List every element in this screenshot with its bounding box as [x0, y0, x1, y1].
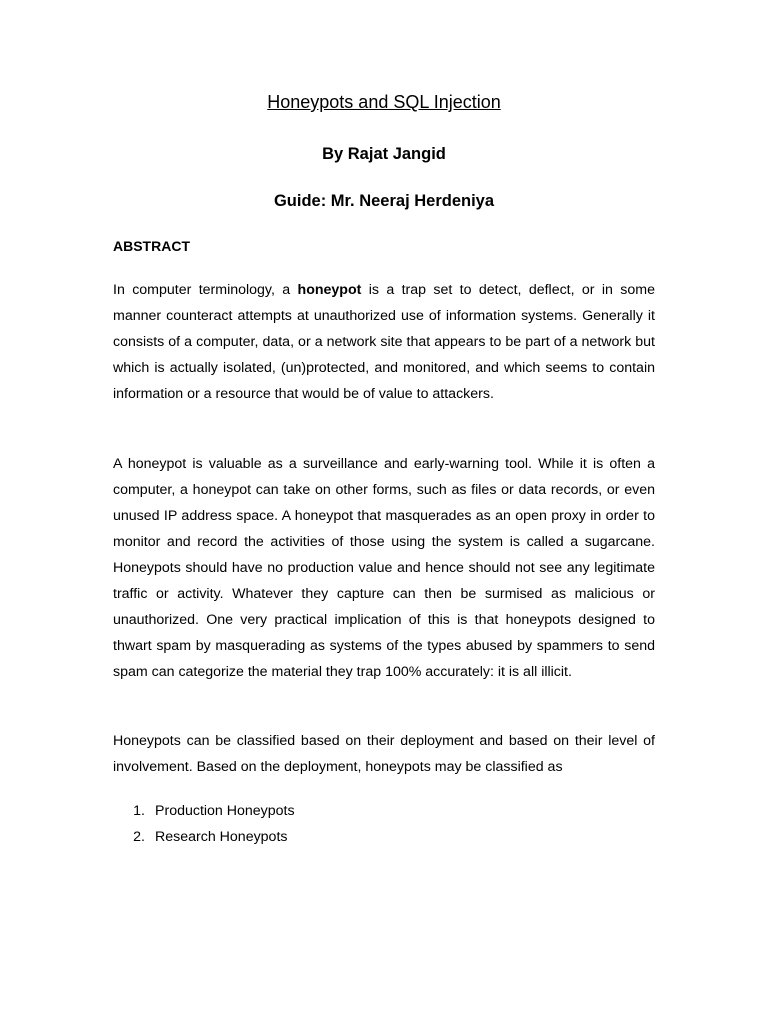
paragraph-1-before: In computer terminology, a [113, 282, 298, 298]
abstract-heading: ABSTRACT [113, 238, 190, 254]
honeypot-term: honeypot [297, 282, 362, 298]
list-item-text: Production Honeypots [155, 803, 295, 819]
abstract-paragraph-1 [113, 277, 655, 407]
list-item [113, 824, 295, 850]
abstract-paragraph-3: Honeypots can be classified based on their deployment and based on their level of involvement. Based on the deployment, honeypots may be classified as [113, 733, 655, 775]
document-title: Honeypots and SQL Injection [267, 92, 501, 112]
guide-line: Guide: Mr. Neeraj Herdeniya [273, 192, 495, 210]
author-line: By Rajat Jangid [322, 145, 446, 163]
paragraph-1-after: is a trap set to detect, deflect, or in some manner counteract attempts at unauthorized use of information systems. Generally it consists of a computer, data, or a network site that appears to be part of a network but which is actually isolated, (un)protected, and monitored, and which seems to contain information or a resource that would be of value to attackers. [113, 282, 655, 402]
list-item-number: 1. [133, 803, 145, 819]
list-item-number: 2. [133, 829, 145, 845]
list-item [113, 798, 295, 824]
honeypot-types-list [113, 798, 295, 850]
abstract-paragraph-2: A honeypot is valuable as a surveillance and early-warning tool. While it is often a computer, a honeypot can take on other forms, such as files or data records, or even unused IP address space. A honeypot that masquerades as an open proxy in order to monitor and record the activities of those using the system is called a sugarcane. Honeypots should have no production value and hence should not see any legitimate traffic or activity. Whatever they capture can then be surmised as malicious or unauthorized. One very practical implication of this is that honeypots designed to thwart spam by masquerading as systems of the types abused by spammers to send spam can categorize the material they trap 100% accurately: it is all illicit. [113, 456, 655, 680]
list-item-text: Research Honeypots [155, 829, 288, 845]
